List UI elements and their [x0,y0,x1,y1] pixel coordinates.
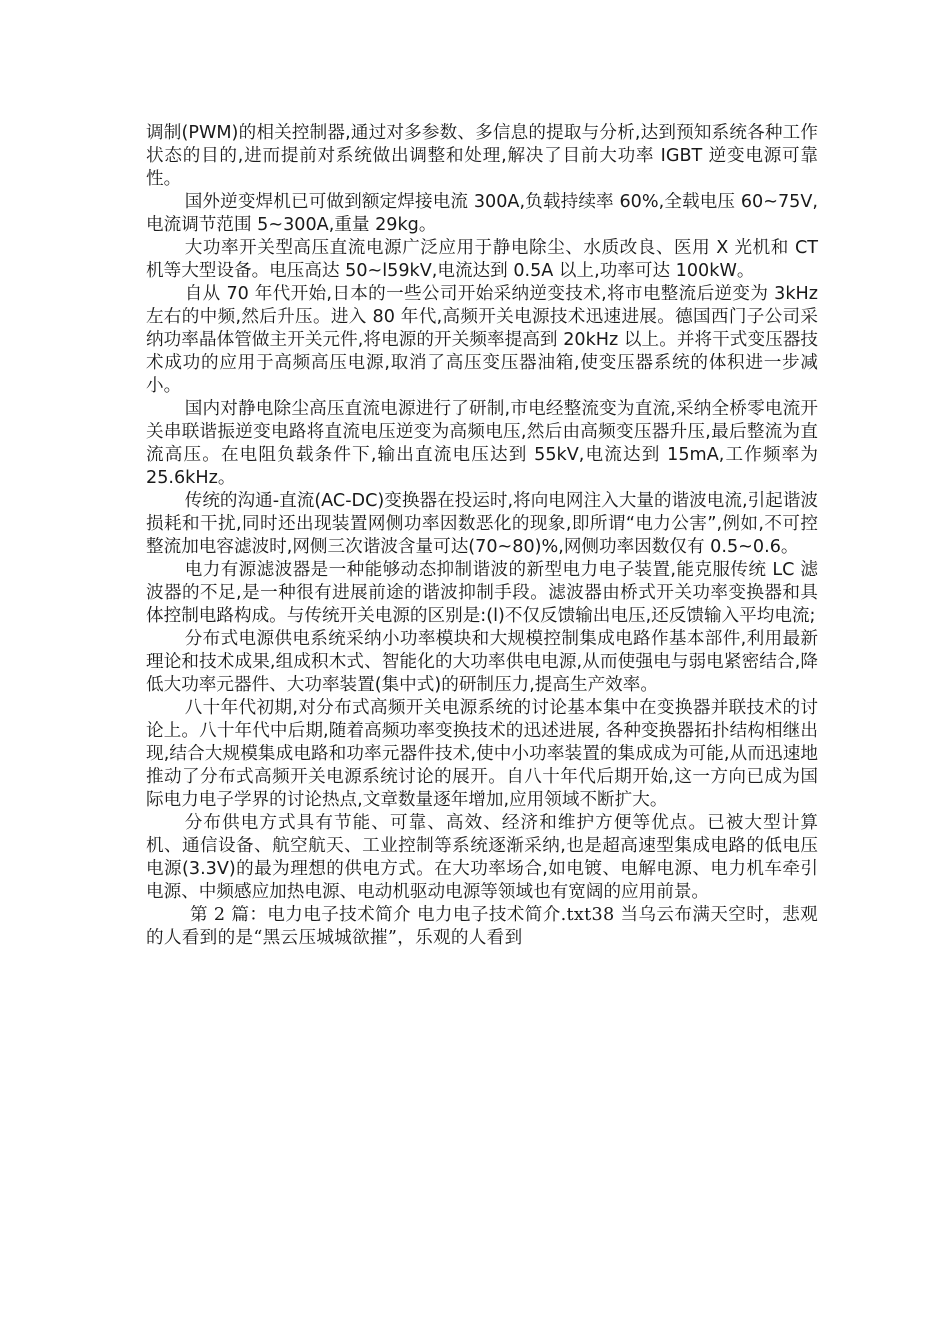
document-page [146,122,818,950]
paragraph-8: 分布式电源供电系统采纳小功率模块和大规模控制集成电路作基本部件,利用最新理论和技术成果,组成积木式、智能化的大功率供电电源,从而使强电与弱电紧密结合,降低大功率元器件、大功率装置(集中式)的研制压力,提高生产效率。 [146,629,818,695]
paragraph-7: 电力有源滤波器是一种能够动态抑制谐波的新型电力电子装置,能克服传统 LC 滤波器的不足,是一种很有进展前途的谐波抑制手段。滤波器由桥式开关功率变换器和具体控制电路构成。与传统开关电源的区别是:(l)不仅反馈输出电压,还反馈输入平均电流; [146,560,818,626]
paragraph-5: 国内对静电除尘高压直流电源进行了研制,市电经整流变为直流,采纳全桥零电流开关串联谐振逆变电路将直流电压逆变为高频电压,然后由高频变压器升压,最后整流为直流高压。在电阻负载条件下,输出直流电压达到 55kV,电流达到 15mA,工作频率为 25.6kHz。 [146,399,818,488]
paragraph-4: 自从 70 年代开始,日本的一些公司开始采纳逆变技术,将市电整流后逆变为 3kHz 左右的中频,然后升压。进入 80 年代,高频开关电源技术迅速进展。德国西门子公司采纳功率晶体管做主开关元件,将电源的开关频率提高到 20kHz 以上。并将干式变压器技术成功的应用于高频高压电源,取消了高压变压器油箱,使变压器系统的体积进一步减小。 [146,284,818,396]
next-article-heading: 第 2 篇：电力电子技术简介 电力电子技术简介.txt38 当乌云布满天空时，悲观的人看到的是“黑云压城城欲摧”，乐观的人看到 [146,905,818,948]
paragraph-1: 调制(PWM)的相关控制器,通过对多参数、多信息的提取与分析,达到预知系统各种工作状态的目的,进而提前对系统做出调整和处理,解决了目前大功率 IGBT 逆变电源可靠性。 [146,123,818,189]
paragraph-10: 分布供电方式具有节能、可靠、高效、经济和维护方便等优点。已被大型计算机、通信设备、航空航天、工业控制等系统逐渐采纳,也是超高速型集成电路的低电压电源(3.3V)的最为理想的供电方式。在大功率场合,如电镀、电解电源、电力机车牵引电源、中频感应加热电源、电动机驱动电源等领域也有宽阔的应用前景。 [146,813,818,902]
paragraph-2: 国外逆变焊机已可做到额定焊接电流 300A,负载持续率 60%,全载电压 60~75V,电流调节范围 5~300A,重量 29kg。 [146,192,818,235]
paragraph-6: 传统的沟通-直流(AC-DC)变换器在投运时,将向电网注入大量的谐波电流,引起谐波损耗和干扰,同时还出现装置网侧功率因数恶化的现象,即所谓“电力公害”,例如,不可控整流加电容滤波时,网侧三次谐波含量可达(70~80)%,网侧功率因数仅有 0.5~0.6。 [146,491,818,557]
paragraph-9: 八十年代初期,对分布式高频开关电源系统的讨论基本集中在变换器并联技术的讨论上。八十年代中后期,随着高频功率变换技术的迅述进展, 各种变换器拓扑结构相继出现,结合大规模集成电路和功率元器件技术,使中小功率装置的集成成为可能,从而迅速地推动了分布式高频开关电源系统讨论的展开。自八十年代后期开始,这一方向已成为国际电力电子学界的讨论热点,文章数量逐年增加,应用领域不断扩大。 [146,698,818,810]
paragraph-3: 大功率开关型高压直流电源广泛应用于静电除尘、水质改良、医用 X 光机和 CT 机等大型设备。电压高达 50~l59kV,电流达到 0.5A 以上,功率可达 100kW。 [146,238,818,281]
